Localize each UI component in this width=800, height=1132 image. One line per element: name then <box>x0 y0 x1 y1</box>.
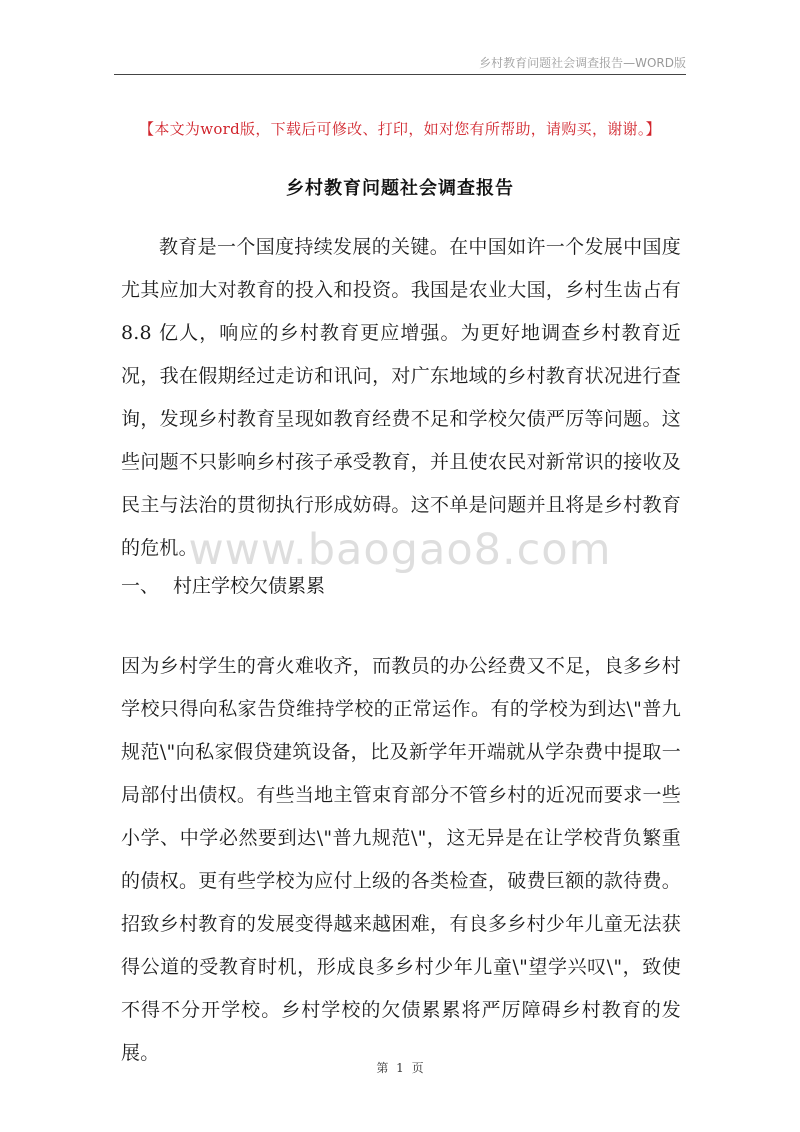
page-footer <box>0 1059 800 1076</box>
section-heading-text: 村庄学校欠债累累 <box>173 575 326 597</box>
section-paragraph: 因为乡村学生的膏火难收齐，而教员的办公经费又不足，良多乡村学校只得向私家告贷维持学校的正常运作。有的学校为到达\"普九规范\"向私家假贷建筑设备，比及新学年开端就从学杂费中提取一局部付出债权。有些当地主管束育部分不管乡村的近况而要求一些小学、中学必然要到达\"普九规范\"，这无异是在让学校背负繁重的债权。更有些学校为应付上级的各类检查，破费巨额的款待费。招致乡村教育的发展变得越来越困难，有良多乡村少年儿童无法获得公道的受教育时机，形成良多乡村少年儿童\"望学兴叹\"，致使不得不分开学校。乡村学校的欠债累累将严厉障碍乡村教育的发展。 <box>121 655 681 1064</box>
section-number: 一、 <box>121 575 160 597</box>
footer-prefix: 第 <box>376 1061 389 1075</box>
footer-suffix: 页 <box>411 1061 424 1075</box>
document-title: 乡村教育问题社会调查报告 <box>286 178 514 199</box>
running-header: 乡村教育问题社会调查报告—WORD版 <box>479 56 686 70</box>
watermark-text: www.baogao8.com <box>188 525 612 575</box>
intro-paragraph: 教育是一个国度持续发展的关键。在中国如许一个发展中国度尤其应加大对教育的投入和投资。我国是农业大国，乡村生齿占有 8.8 亿人，响应的乡村教育更应增强。为更好地调查乡村教育近况，我在假期经过走访和讯问，对广东地域的乡村教育状况进行查询，发现乡村教育呈现如教育经费不足和学校欠债严厉等问题。这些问题不只影响乡村孩子承受教育，并且使农民对新常识的接收及民主与法治的贯彻执行形成妨碍。这不单是问题并且将是乡村教育的危机。 <box>121 236 681 559</box>
download-notice: 【本文为word版，下载后可修改、打印，如对您有所帮助，请购买，谢谢。】 <box>139 120 661 138</box>
section-heading <box>121 565 325 608</box>
header-divider <box>114 74 686 75</box>
page-number: 1 <box>396 1061 404 1075</box>
